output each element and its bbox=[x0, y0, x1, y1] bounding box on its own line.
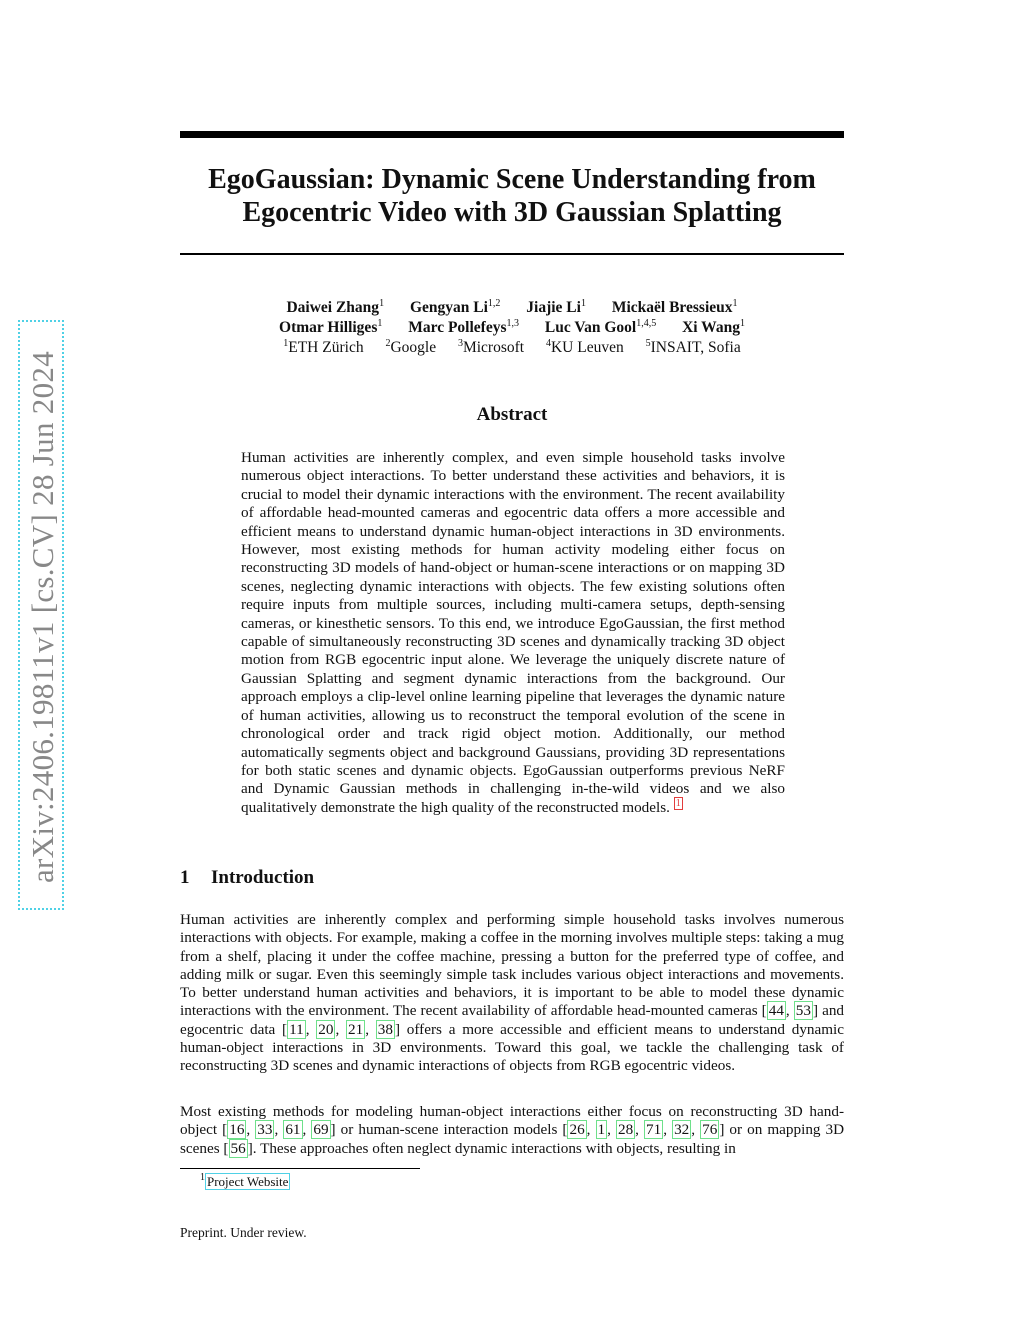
paragraph-text: ] and egocentric data [ bbox=[180, 1002, 845, 1038]
paragraph-text: ] offers a more accessible and efficient means to understand dynamic human-object interactions in 3D environments. Toward this goal, we tackle the challenging task of reconstructing 3D scenes and dynamic interactions of objects from RGB egocentric videos. bbox=[180, 1020, 845, 1075]
preprint-note: Preprint. Under review. bbox=[180, 1225, 307, 1240]
author-name: Jiajie Li bbox=[526, 299, 581, 316]
affiliation-name: ETH Zürich bbox=[288, 339, 364, 356]
section-heading-introduction bbox=[180, 867, 844, 889]
footnote bbox=[200, 1174, 290, 1190]
paragraph-text: , bbox=[335, 1020, 347, 1038]
paragraph-text: , bbox=[691, 1121, 701, 1139]
paragraph-text: ]. These approaches often neglect dynamic interactions with objects, resulting in bbox=[247, 1139, 736, 1157]
title-rule-top bbox=[180, 131, 844, 138]
author-affiliation: 1 bbox=[580, 298, 586, 309]
footnote-number: 1 bbox=[200, 1172, 205, 1183]
paragraph-text: , bbox=[586, 1121, 596, 1139]
author-row-2 bbox=[180, 318, 844, 338]
citation-link[interactable]: 32 bbox=[674, 1121, 690, 1139]
citation-link[interactable]: 26 bbox=[569, 1121, 585, 1139]
footnote-link[interactable]: 1 bbox=[675, 797, 681, 809]
affiliation-number: 3 bbox=[457, 338, 463, 349]
paragraph-text: , bbox=[607, 1121, 616, 1139]
author-affiliation: 1,4,5 bbox=[636, 318, 657, 329]
affiliation-number: 4 bbox=[545, 338, 551, 349]
section-title: Introduction bbox=[211, 867, 315, 888]
citation-link[interactable]: 20 bbox=[318, 1020, 334, 1038]
abstract-body-text: Human activities are inherently complex, and even simple household tasks involve numerous object interactions. To better understand these activities and behaviors, it is crucial to model their dynamic interactions with the environment. The recent availability of affordable head-mounted cameras and egocentric data offers a more accessible and efficient means to understand dynamic human-object interactions in 3D environments. However, most existing methods for human activity modeling either focus on reconstructing 3D models of hand-object or human-scene interactions or on mapping 3D scenes, neglecting dynamic interactions with objects. The few existing solutions often require inputs from multiple sources, including multi-camera setups, depth-sensing cameras, or kinesthetic sensors. To this end, we introduce EgoGaussian, the first method capable of simultaneously reconstructing 3D scenes and dynamically tracking 3D object motion from RGB egocentric input alone. We leverage the uniquely discrete nature of Gaussian Splatting and segment dynamic interactions from the background. Our approach employs a clip-level online learning pipeline that leverages the dynamic nature of human activities, allowing us to reconstruct the temporal evolution of the scene in chronological order and track rigid object motion. Additionally, our method automatically segments object and background Gaussians, providing 3D representations for both static scenes and dynamic objects. EgoGaussian outperforms previous NeRF and Dynamic Gaussian methods in challenging in-the-wild videos and we also qualitatively demonstrate the high quality of the reconstructed models. bbox=[241, 449, 785, 816]
affiliation-number: 2 bbox=[385, 338, 391, 349]
paragraph-text: ] or on mapping 3D scenes [ bbox=[180, 1121, 845, 1157]
abstract-text bbox=[241, 449, 785, 817]
intro-paragraph-2 bbox=[180, 1103, 844, 1158]
citation-link[interactable]: 11 bbox=[289, 1020, 304, 1038]
citation-link[interactable]: 69 bbox=[313, 1121, 329, 1139]
project-website-link[interactable]: Project Website bbox=[207, 1174, 289, 1189]
citation-link[interactable]: 28 bbox=[617, 1121, 634, 1139]
paragraph-text: , bbox=[305, 1020, 317, 1038]
author-name: Luc Van Gool bbox=[544, 319, 637, 336]
author-name: Daiwei Zhang bbox=[286, 299, 380, 316]
author-affiliation: 1 bbox=[739, 318, 745, 329]
paragraph-text: , bbox=[246, 1121, 256, 1139]
title-line-1: EgoGaussian: Dynamic Scene Understanding from bbox=[208, 164, 816, 195]
author-affiliation: 1,2 bbox=[487, 298, 501, 309]
paper-title bbox=[180, 163, 844, 229]
citation-link[interactable]: 38 bbox=[377, 1020, 393, 1038]
paragraph-text: , bbox=[635, 1121, 645, 1139]
author-affiliation: 1 bbox=[379, 298, 385, 309]
affiliation-number: 1 bbox=[283, 338, 289, 349]
author-affiliation: 1 bbox=[732, 298, 738, 309]
citation-link[interactable]: 21 bbox=[348, 1020, 364, 1038]
paragraph-text: , bbox=[785, 1002, 794, 1020]
citation-link[interactable]: 56 bbox=[230, 1139, 246, 1157]
abstract-heading: Abstract bbox=[476, 404, 548, 425]
author-name: Marc Pollefeys bbox=[408, 319, 507, 336]
citation-link[interactable]: 76 bbox=[702, 1121, 718, 1139]
affiliation-name: INSAIT, Sofia bbox=[650, 339, 741, 356]
paragraph-text: , bbox=[663, 1121, 673, 1139]
paragraph-text: , bbox=[274, 1121, 284, 1139]
paragraph-text: Human activities are inherently complex and performing simple household tasks involves numerous interactions with objects. For example, making a coffee in the morning involves multiple steps: taking a mug from a shelf, placing it under the coffee machine, pressing a button for the preferred type of coffee, and adding milk or sugar. Even this seemingly simple task includes various object interactions and movements. To better understand human activities and behaviors, it is important to be able to model these dynamic interactions with the environment. The recent availability of affordable head-mounted cameras [ bbox=[180, 911, 844, 1020]
author-name: Gengyan Li bbox=[409, 299, 488, 316]
paragraph-text: , bbox=[302, 1121, 312, 1139]
author-name: Xi Wang bbox=[682, 319, 740, 336]
title-line-2: Egocentric Video with 3D Gaussian Splatting bbox=[242, 197, 782, 228]
citation-link[interactable]: 71 bbox=[646, 1121, 662, 1139]
footnote-rule bbox=[180, 1168, 420, 1169]
author-name: Otmar Hilliges bbox=[279, 319, 378, 336]
affiliation-number: 5 bbox=[645, 338, 651, 349]
arxiv-sidebar-stamp[interactable] bbox=[18, 320, 64, 910]
affiliation-name: KU Leuven bbox=[550, 339, 624, 356]
arxiv-id-text: arXiv:2406.19811v1 [cs.CV] 28 Jun 2024 bbox=[25, 350, 60, 884]
author-affiliation: 1,3 bbox=[506, 318, 520, 329]
author-row-1 bbox=[180, 298, 844, 318]
author-block bbox=[180, 298, 844, 358]
citation-link[interactable]: 61 bbox=[285, 1121, 301, 1139]
citation-link[interactable]: 1 bbox=[597, 1121, 606, 1139]
paragraph-text: Most existing methods for modeling human-object interactions either focus on reconstructing 3D hand-object [ bbox=[180, 1103, 844, 1139]
affiliation-row bbox=[180, 338, 844, 358]
affiliation-name: Google bbox=[390, 339, 437, 356]
citation-link[interactable]: 44 bbox=[768, 1002, 784, 1020]
paragraph-text: , bbox=[365, 1020, 376, 1038]
citation-link[interactable]: 53 bbox=[795, 1002, 811, 1020]
author-affiliation: 1 bbox=[377, 318, 383, 329]
citation-link[interactable]: 16 bbox=[229, 1121, 245, 1139]
intro-paragraph-1 bbox=[180, 911, 844, 1076]
citation-link[interactable]: 33 bbox=[257, 1121, 273, 1139]
paragraph-text: ] or human-scene interaction models [ bbox=[330, 1121, 568, 1139]
title-rule-bottom bbox=[180, 253, 844, 255]
author-name: Mickaël Bressieux bbox=[611, 299, 733, 316]
section-number: 1 bbox=[180, 867, 190, 888]
affiliation-name: Microsoft bbox=[462, 339, 525, 356]
